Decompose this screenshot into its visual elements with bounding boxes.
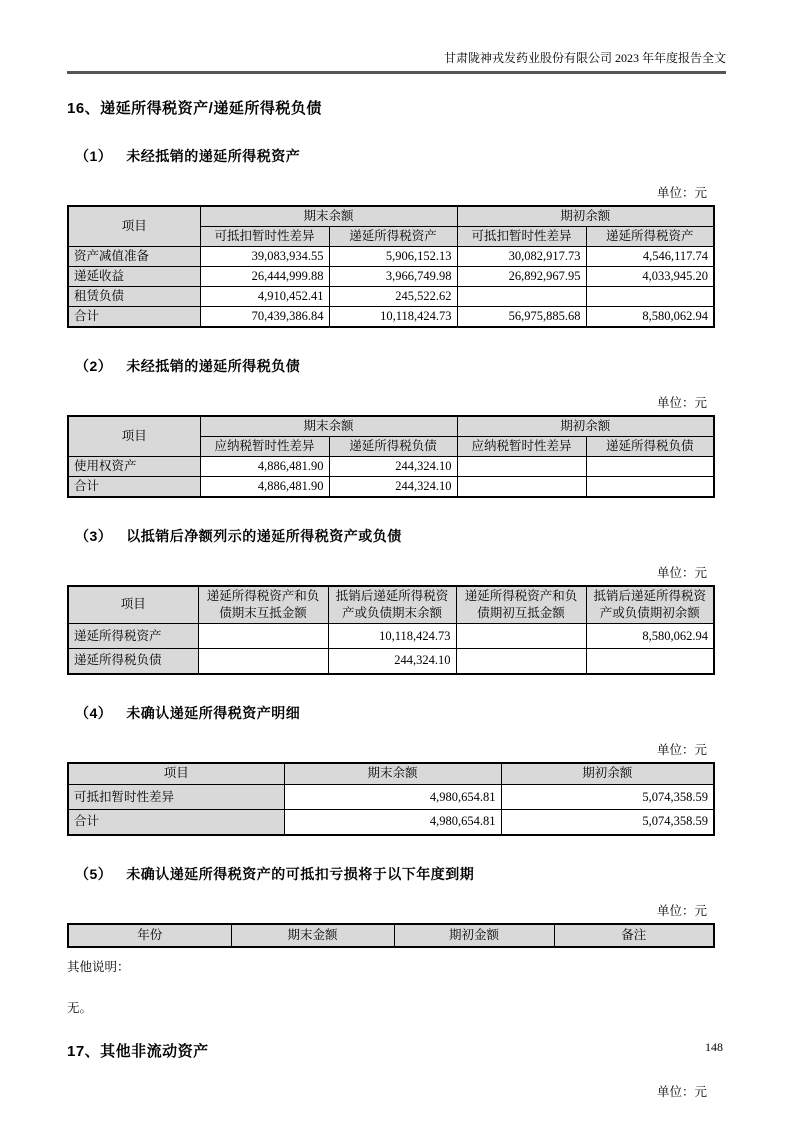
table-cell: 244,324.10: [329, 456, 457, 476]
table-cell: 70,439,386.84: [200, 306, 329, 326]
table-cell: 5,074,358.59: [501, 810, 714, 835]
table-cell: 8,580,062.94: [586, 306, 714, 326]
table-cell: [457, 286, 586, 306]
section-16-heading: 16、递延所得税资产/递延所得税负债: [67, 100, 322, 117]
table-cell: 26,444,999.88: [200, 266, 329, 286]
row-label: 合计: [68, 476, 200, 496]
column-header: 期初余额: [501, 763, 714, 785]
table-cell: [586, 456, 714, 476]
table-row: [68, 810, 714, 835]
table-cell: 4,033,945.20: [586, 266, 714, 286]
row-label: 资产减值准备: [68, 246, 200, 266]
table-row: [68, 266, 714, 286]
table-cell: [586, 476, 714, 496]
subsection-4-title: 未确认递延所得税资产明细: [126, 704, 301, 721]
column-header: 项目: [68, 586, 198, 624]
table-cell: 4,886,481.90: [200, 456, 329, 476]
column-header: 抵销后递延所得税资产或负债期初余额: [586, 586, 714, 624]
row-label: 递延所得税资产: [68, 624, 198, 649]
subsection-3-heading: [67, 526, 726, 546]
table-cell: 3,966,749.98: [329, 266, 457, 286]
table-cell: 5,906,152.13: [329, 246, 457, 266]
table-row: [68, 624, 714, 649]
unit-label: 单位：元: [656, 742, 707, 757]
table-cell: 4,980,654.81: [284, 785, 501, 810]
table-unrecognized-deferred-tax-assets: [67, 762, 715, 836]
unit-label: 单位：元: [656, 186, 707, 200]
column-group-period-end: 期末余额: [200, 206, 457, 226]
section-17-heading: 17、其他非流动资产: [67, 1042, 209, 1060]
table-cell: [457, 476, 586, 496]
unit-label: 单位：元: [656, 565, 707, 580]
table-cell: 245,522.62: [329, 286, 457, 306]
row-label: 合计: [68, 810, 284, 835]
table-cell: [198, 649, 328, 674]
column-group-period-begin: 期初余额: [457, 416, 714, 436]
subsection-1-heading: [67, 146, 726, 166]
table-cell: 10,118,424.73: [328, 624, 456, 649]
document-header-title: 甘肃陇神戎发药业股份有限公司 2023 年年度报告全文: [443, 51, 726, 65]
table-cell: 244,324.10: [328, 649, 456, 674]
column-header: 年份: [68, 924, 231, 947]
table-cell: 30,082,917.73: [457, 246, 586, 266]
table-cell: 4,910,452.41: [200, 286, 329, 306]
table-cell: 4,546,117.74: [586, 246, 714, 266]
table-cell: [198, 624, 328, 649]
table-cell: [457, 456, 586, 476]
table-cell: [456, 649, 586, 674]
subsection-5-heading: [67, 864, 726, 884]
row-label: 递延收益: [68, 266, 200, 286]
table-cell: 26,892,967.95: [457, 266, 586, 286]
table-cell: [586, 286, 714, 306]
table-cell: 4,980,654.81: [284, 810, 501, 835]
table-unoffset-deferred-tax-liabilities: [67, 415, 715, 498]
column-group-period-end: 期末余额: [200, 416, 457, 436]
column-header: 期初金额: [394, 924, 554, 947]
subsection-4-number: （4）: [75, 704, 113, 721]
table-cell: [586, 649, 714, 674]
header-rule: [67, 71, 726, 74]
subsection-2-number: （2）: [75, 357, 113, 374]
row-label: 租赁负债: [68, 286, 200, 306]
table-unoffset-deferred-tax-assets: [67, 205, 715, 328]
table-row: [68, 785, 714, 810]
unit-label: 单位：元: [656, 1084, 707, 1099]
table-row: [68, 306, 714, 326]
table-net-deferred-tax: [67, 585, 715, 675]
column-subheader: 递延所得税负债: [329, 436, 457, 456]
table-row: [68, 416, 714, 436]
table-cell: [456, 624, 586, 649]
table-deductible-losses-expiry: [67, 923, 715, 948]
table-cell: 39,083,934.55: [200, 246, 329, 266]
unit-label: 单位：元: [656, 395, 707, 410]
column-header: 备注: [554, 924, 714, 947]
column-header: 递延所得税资产和负债期初互抵金额: [456, 586, 586, 624]
column-header-item: 项目: [68, 206, 200, 246]
table-row: [68, 456, 714, 476]
page-number: 148: [705, 1040, 723, 1054]
column-subheader: 应纳税暂时性差异: [457, 436, 586, 456]
column-header-item: 项目: [68, 416, 200, 456]
unit-label: 单位：元: [656, 903, 707, 918]
table-row: [68, 206, 714, 226]
column-subheader: 可抵扣暂时性差异: [457, 226, 586, 246]
table-cell: 4,886,481.90: [200, 476, 329, 496]
table-cell: 5,074,358.59: [501, 785, 714, 810]
table-row: [68, 924, 714, 947]
column-group-period-begin: 期初余额: [457, 206, 714, 226]
table-row: [68, 246, 714, 266]
subsection-2-heading: [67, 356, 726, 376]
column-subheader: 可抵扣暂时性差异: [200, 226, 329, 246]
row-label: 递延所得税负债: [68, 649, 198, 674]
row-label: 合计: [68, 306, 200, 326]
column-subheader: 应纳税暂时性差异: [200, 436, 329, 456]
column-subheader: 递延所得税负债: [586, 436, 714, 456]
column-header: 项目: [68, 763, 284, 785]
table-cell: 56,975,885.68: [457, 306, 586, 326]
table-cell: 244,324.10: [329, 476, 457, 496]
subsection-5-title: 未确认递延所得税资产的可抵扣亏损将于以下年度到期: [126, 865, 475, 882]
subsection-5-number: （5）: [75, 865, 113, 882]
row-label: 使用权资产: [68, 456, 200, 476]
column-header: 期末金额: [231, 924, 394, 947]
table-row: [68, 476, 714, 496]
column-header: 期末余额: [284, 763, 501, 785]
other-note-value: 无。: [67, 1000, 93, 1015]
column-subheader: 递延所得税资产: [586, 226, 714, 246]
column-subheader: 递延所得税资产: [329, 226, 457, 246]
table-row: [68, 586, 714, 624]
subsection-1-number: （1）: [75, 148, 113, 164]
table-row: [68, 649, 714, 674]
subsection-2-title: 未经抵销的递延所得税负债: [126, 357, 301, 374]
table-row: [68, 286, 714, 306]
subsection-1-title: 未经抵销的递延所得税资产: [126, 148, 301, 164]
subsection-4-heading: [67, 703, 726, 723]
table-cell: 8,580,062.94: [586, 624, 714, 649]
subsection-3-title: 以抵销后净额列示的递延所得税资产或负债: [126, 527, 402, 544]
subsection-3-number: （3）: [75, 527, 113, 544]
row-label: 可抵扣暂时性差异: [68, 785, 284, 810]
table-cell: 10,118,424.73: [329, 306, 457, 326]
column-header: 抵销后递延所得税资产或负债期末余额: [328, 586, 456, 624]
other-note-label: 其他说明：: [67, 959, 130, 974]
column-header: 递延所得税资产和负债期末互抵金额: [198, 586, 328, 624]
table-row: [68, 763, 714, 785]
